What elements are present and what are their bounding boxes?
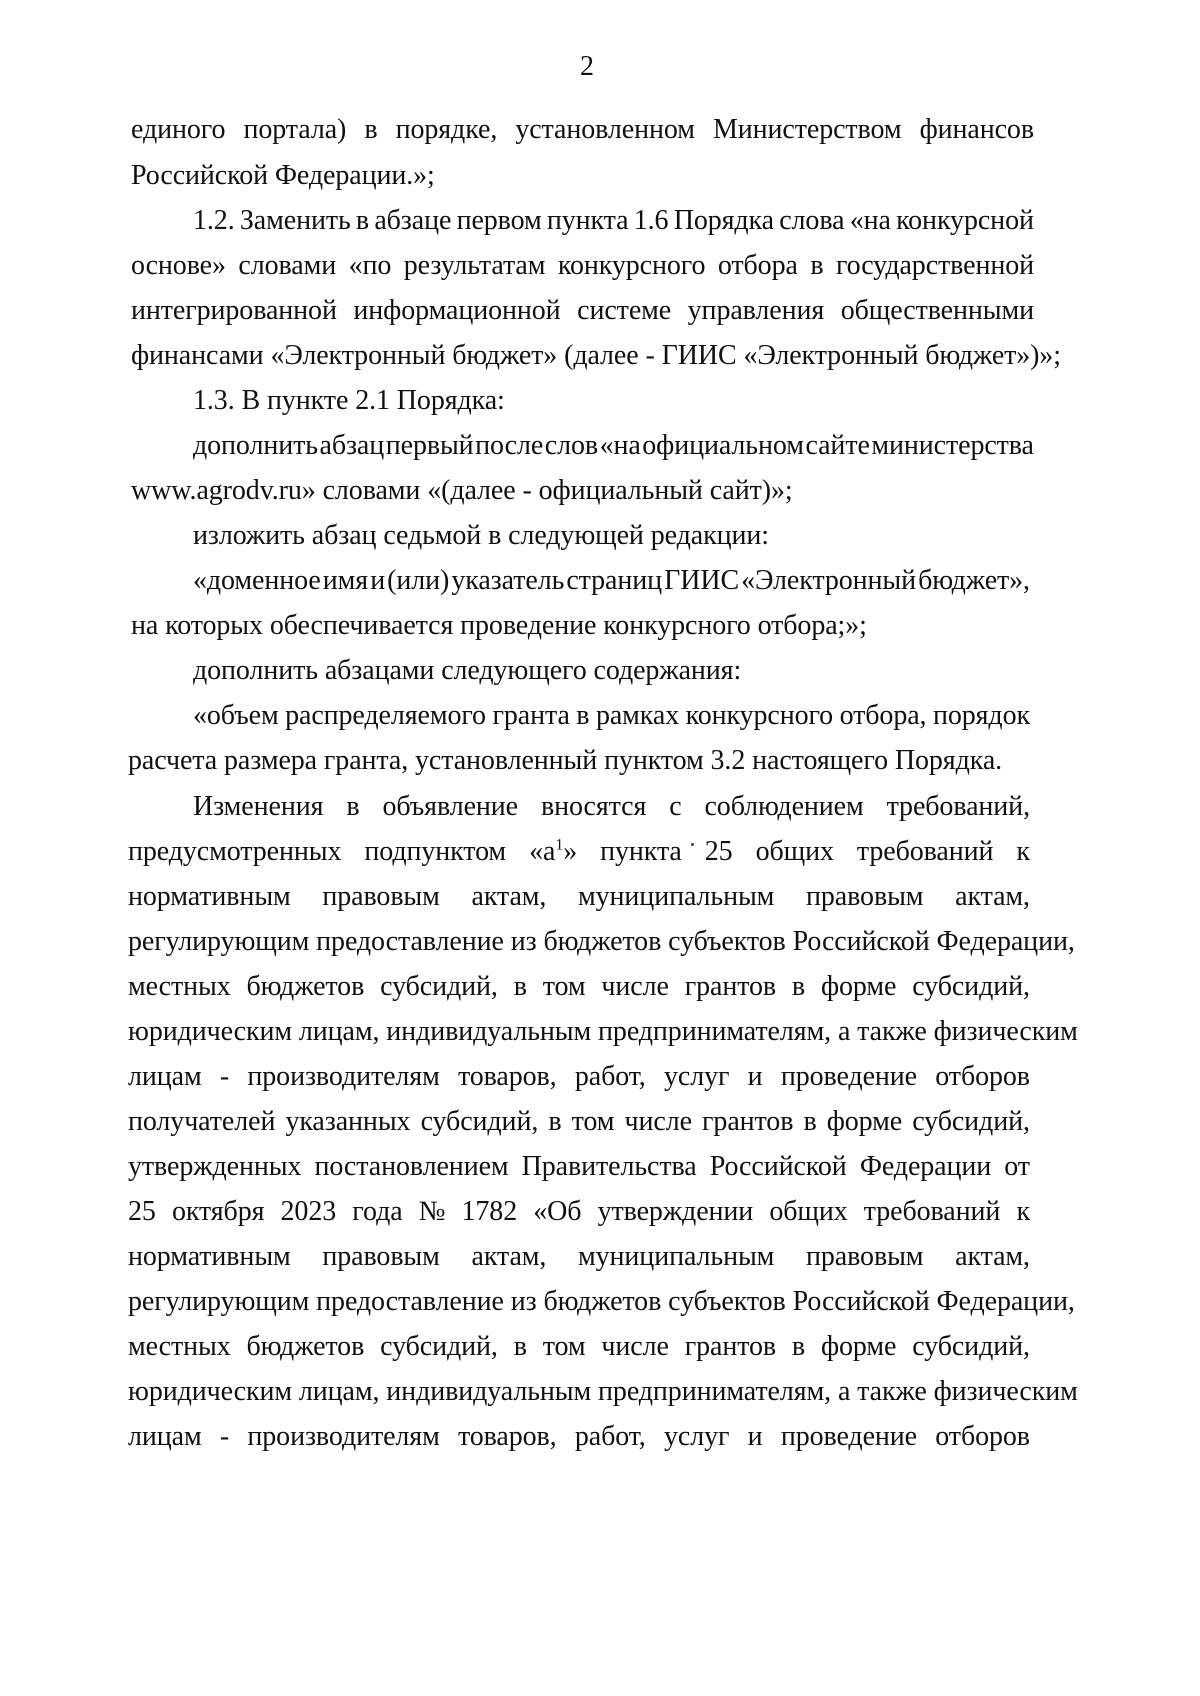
word: числе xyxy=(624,1106,692,1137)
word: производителям xyxy=(247,1421,440,1452)
word: (или) xyxy=(387,565,450,596)
word: имя xyxy=(322,565,369,596)
word: рамках xyxy=(595,700,680,731)
word: Изменения xyxy=(193,791,324,822)
word: пункта xyxy=(546,205,629,236)
word: Федерации xyxy=(859,1151,992,1182)
text-line xyxy=(131,293,1034,329)
word: порядок xyxy=(932,700,1030,731)
text-line xyxy=(128,879,1030,915)
word: правовым xyxy=(806,881,924,912)
word: в xyxy=(576,700,590,731)
word: получателей xyxy=(128,1106,276,1137)
word: в xyxy=(513,971,527,1002)
word: вносятся xyxy=(540,791,647,822)
text-line: расчета размера гранта, установленный пунктом 3.2 настоящего Порядка. xyxy=(128,745,1003,776)
word: предусмотренных xyxy=(128,836,342,867)
word: форме xyxy=(826,1106,903,1137)
word: общих xyxy=(769,1196,848,1227)
word: утвержденных xyxy=(128,1151,302,1182)
scan-speck xyxy=(691,843,694,846)
text-line xyxy=(193,563,1030,599)
word: общих xyxy=(755,836,834,867)
word: лицам xyxy=(128,1061,202,1092)
word: и xyxy=(747,1421,763,1452)
word: отборов xyxy=(935,1061,1030,1092)
word: первый xyxy=(385,430,474,461)
word: «по xyxy=(348,250,392,281)
word: муниципальным xyxy=(578,1241,775,1272)
word: системе xyxy=(577,295,672,326)
word: субсидий, xyxy=(420,1106,539,1137)
word: министерства xyxy=(871,430,1034,461)
word: официальном xyxy=(642,430,804,461)
word: дополнить xyxy=(193,430,318,461)
word: числе xyxy=(601,1331,669,1362)
word: том xyxy=(542,1331,586,1362)
word: Правительства xyxy=(521,1151,697,1182)
word: интегрированной xyxy=(131,295,337,326)
text-line: юридическим лицам, индивидуальным предпринимателям, а также физическим xyxy=(128,1376,1078,1407)
word: в xyxy=(810,250,824,281)
text-line xyxy=(128,834,1030,870)
word: первом xyxy=(456,205,542,236)
word: государственной xyxy=(835,250,1034,281)
word: пункта xyxy=(600,836,682,867)
word: с xyxy=(669,791,682,822)
word: требований xyxy=(863,1196,1001,1227)
word: конкурсной xyxy=(896,205,1034,236)
text-line xyxy=(193,428,1034,464)
word: бюджетов xyxy=(246,971,365,1002)
text-line xyxy=(193,203,1034,239)
word: правовым xyxy=(322,881,440,912)
word: грантов xyxy=(684,971,776,1002)
word: «на xyxy=(849,205,891,236)
text-line: www.agrodv.ru» словами «(далее - официальный сайт)»; xyxy=(131,475,793,506)
word: от xyxy=(1004,1151,1030,1182)
text-line: регулирующим предоставление из бюджетов субъектов Российской Федерации, xyxy=(128,926,1075,957)
word: товаров, xyxy=(458,1061,557,1092)
word: в xyxy=(548,1106,562,1137)
text-line: юридическим лицам, индивидуальным предпринимателям, а также физическим xyxy=(128,1016,1078,1047)
text-line: регулирующим предоставление из бюджетов субъектов Российской Федерации, xyxy=(128,1286,1075,1317)
word: проведение xyxy=(780,1421,917,1452)
word: отбора xyxy=(717,250,798,281)
word: Министерством xyxy=(712,114,902,145)
superscript: 1 xyxy=(555,836,564,854)
word: абзац xyxy=(319,430,385,461)
word: актам, xyxy=(955,881,1030,912)
word: конкурсного xyxy=(557,250,706,281)
word: «объем xyxy=(193,700,279,731)
word: подпунктом xyxy=(364,836,507,867)
text-line: изложить абзац седьмой в следующей редакции: xyxy=(193,520,769,551)
word: том xyxy=(542,971,586,1002)
text-line xyxy=(131,112,1034,148)
word: «Электронный xyxy=(741,565,917,596)
word: требований xyxy=(856,836,994,867)
word: и xyxy=(747,1061,763,1092)
word: лицам xyxy=(128,1421,202,1452)
text-line: финансами «Электронный бюджет» (далее - ГИИС «Электронный бюджет»)»; xyxy=(131,340,1061,371)
word: к xyxy=(1016,836,1030,867)
word: утверждении xyxy=(597,1196,754,1227)
word: правовым xyxy=(322,1241,440,1272)
word: ГИИС xyxy=(664,565,740,596)
word: к xyxy=(1016,1196,1030,1227)
word: проведение xyxy=(780,1061,917,1092)
word: «на xyxy=(599,430,641,461)
word: № xyxy=(418,1196,446,1227)
word: управления xyxy=(687,295,825,326)
word: объявление xyxy=(382,791,518,822)
word: актам, xyxy=(471,1241,547,1272)
text-line xyxy=(128,1419,1030,1455)
text-line xyxy=(128,1194,1030,1230)
word: в xyxy=(364,114,378,145)
word: местных xyxy=(128,1331,231,1362)
word: конкурсного xyxy=(685,700,834,731)
word: нормативным xyxy=(128,881,291,912)
word: - xyxy=(219,1421,230,1452)
word: требований, xyxy=(886,791,1030,822)
word: портала) xyxy=(243,114,347,145)
word: 25 xyxy=(704,836,733,867)
word: Заменить xyxy=(239,205,351,236)
text-line xyxy=(128,1104,1030,1140)
word: субсидий, xyxy=(380,971,498,1002)
word: сайте xyxy=(805,430,870,461)
word: услуг xyxy=(663,1061,730,1092)
word: грантов xyxy=(684,1331,776,1362)
word: работ, xyxy=(574,1061,646,1092)
word: результатам xyxy=(403,250,546,281)
word: муниципальным xyxy=(578,881,775,912)
word: финансов xyxy=(919,114,1034,145)
text-line xyxy=(193,789,1030,825)
text-line xyxy=(128,1239,1030,1275)
word: указанных xyxy=(285,1106,411,1137)
word: числе xyxy=(601,971,669,1002)
word: форме xyxy=(820,971,897,1002)
word: работ, xyxy=(574,1421,646,1452)
page-number: 2 xyxy=(580,51,594,82)
word: местных xyxy=(128,971,231,1002)
word: установленном xyxy=(515,114,695,145)
word: актам, xyxy=(955,1241,1030,1272)
word: актам, xyxy=(471,881,547,912)
word: производителям xyxy=(247,1061,440,1092)
word: отбора, xyxy=(839,700,927,731)
word: субсидий, xyxy=(912,971,1030,1002)
text-line: дополнить абзацами следующего содержания: xyxy=(193,655,742,686)
word: абзаце xyxy=(374,205,452,236)
word: форме xyxy=(820,1331,897,1362)
word: отборов xyxy=(935,1421,1030,1452)
word: нормативным xyxy=(128,1241,291,1272)
text-line xyxy=(128,1149,1030,1185)
word: единого xyxy=(131,114,226,145)
word: слов xyxy=(544,430,598,461)
word: грантов xyxy=(702,1106,794,1137)
text-line: на которых обеспечивается проведение конкурсного отбора;»; xyxy=(131,610,867,641)
word: гранта xyxy=(492,700,570,731)
word: 1.2. xyxy=(193,205,235,236)
word: в xyxy=(355,205,370,236)
text-line: 1.3. В пункте 2.1 Порядка: xyxy=(193,385,505,416)
word: «Об xyxy=(533,1196,582,1227)
word: в xyxy=(791,1331,806,1362)
word: в xyxy=(803,1106,817,1137)
word: и xyxy=(370,565,386,596)
word: правовым xyxy=(806,1241,924,1272)
word: субсидий, xyxy=(912,1106,1030,1137)
word: Порядка xyxy=(673,205,774,236)
word: года xyxy=(352,1196,403,1227)
word: «$а^1$» xyxy=(529,836,578,867)
word: основе» xyxy=(131,250,226,281)
text-line: Российской Федерации.»; xyxy=(131,160,435,191)
word: после xyxy=(475,430,544,461)
word: страниц xyxy=(566,565,663,596)
word: 1782 xyxy=(461,1196,518,1227)
word: услуг xyxy=(663,1421,730,1452)
text-line xyxy=(128,969,1030,1005)
word: том xyxy=(571,1106,615,1137)
word: 1.6 xyxy=(633,205,669,236)
word: 25 xyxy=(128,1196,156,1227)
word: общественными xyxy=(840,295,1034,326)
word: 2023 xyxy=(280,1196,337,1227)
word: словами xyxy=(238,250,337,281)
word: распределяемого xyxy=(285,700,486,731)
word: в xyxy=(791,971,806,1002)
word: указатель xyxy=(451,565,565,596)
word: октября xyxy=(171,1196,265,1227)
word: «доменное xyxy=(193,565,321,596)
text-line xyxy=(131,248,1034,284)
word: - xyxy=(219,1061,230,1092)
word: постановлением xyxy=(314,1151,509,1182)
word: субсидий, xyxy=(912,1331,1030,1362)
word: субсидий, xyxy=(380,1331,498,1362)
word: слова xyxy=(779,205,845,236)
word: информационной xyxy=(353,295,561,326)
word: порядке, xyxy=(395,114,498,145)
text-line xyxy=(128,1329,1030,1365)
text-line xyxy=(193,698,1030,734)
text-line xyxy=(128,1059,1030,1095)
word: в xyxy=(513,1331,527,1362)
word: соблюдением xyxy=(704,791,864,822)
word: бюджет», xyxy=(918,565,1030,596)
word: Российской xyxy=(709,1151,847,1182)
word: товаров, xyxy=(458,1421,557,1452)
word: в xyxy=(346,791,360,822)
word: бюджетов xyxy=(246,1331,365,1362)
